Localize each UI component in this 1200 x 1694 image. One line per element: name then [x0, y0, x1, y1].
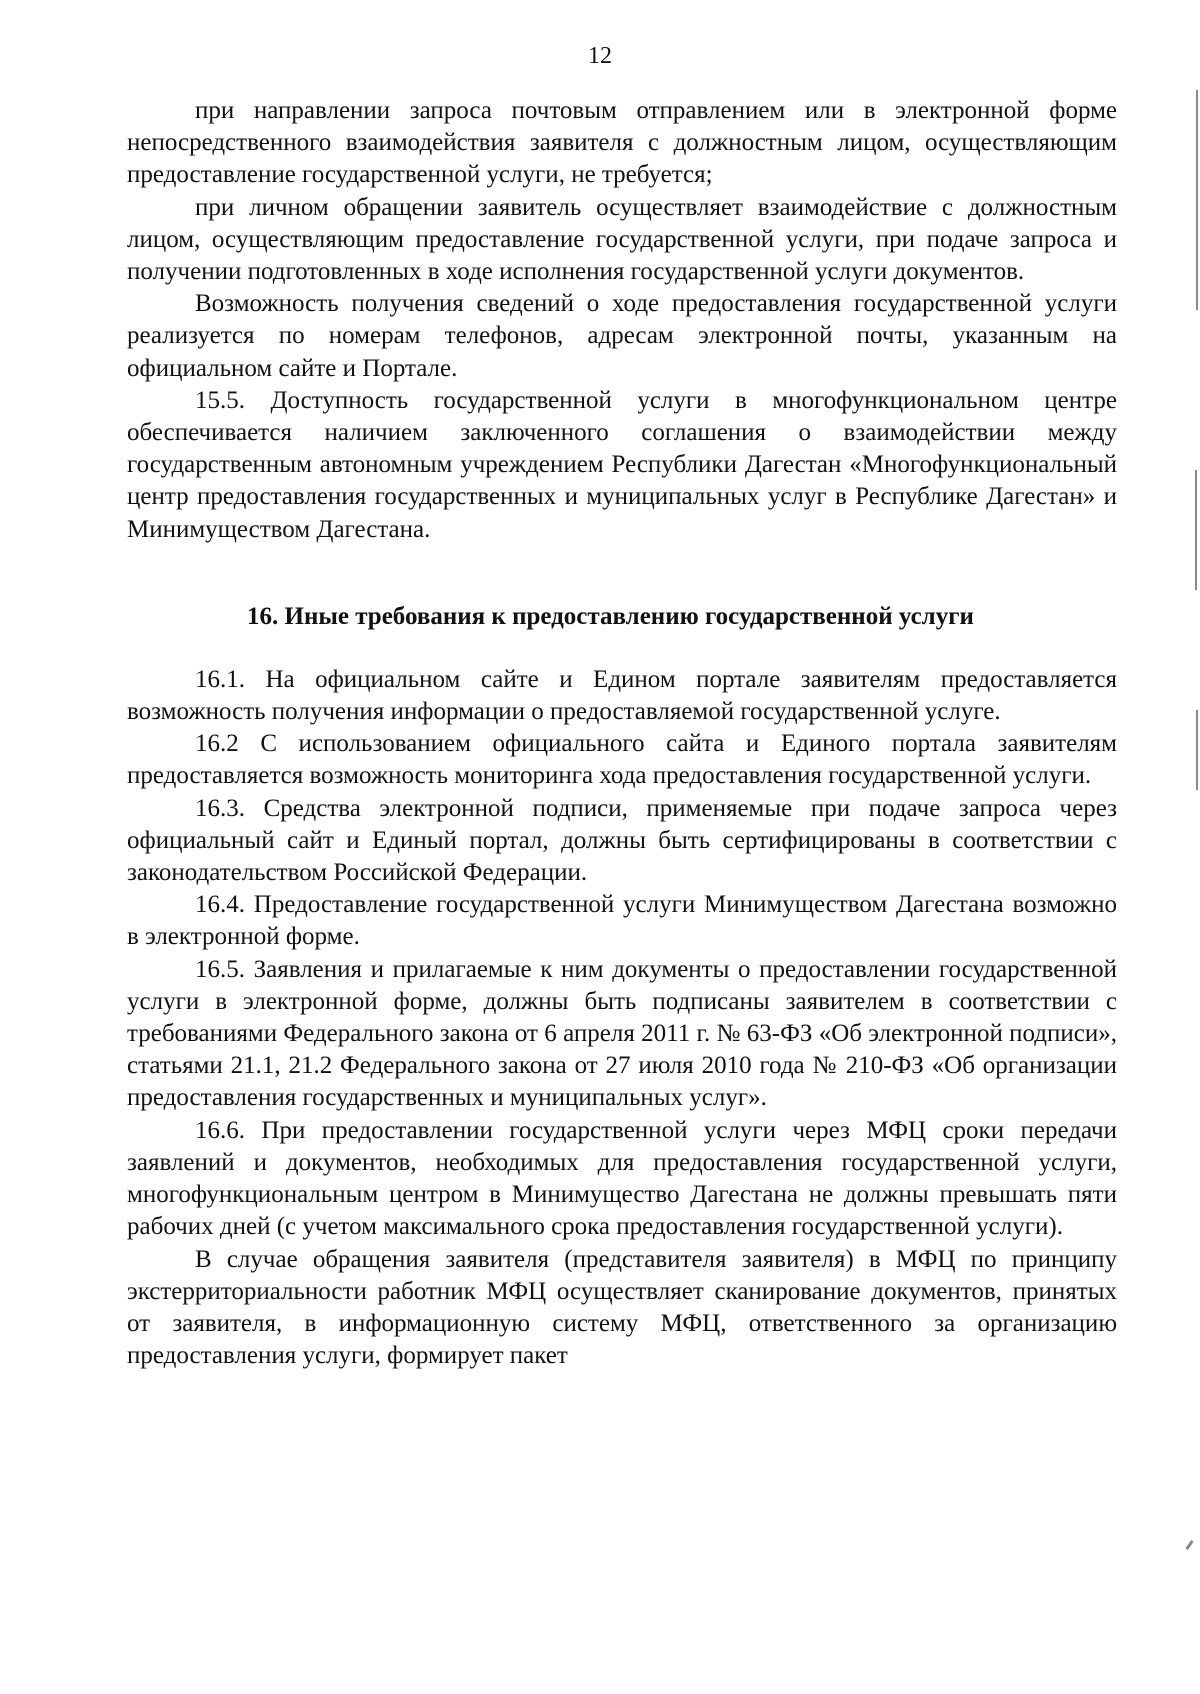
paragraph: при личном обращении заявитель осуществляет взаимодействие с должностным лицом, осуществляющим предоставление государственной услуги, при подаче запроса и получении подготовленных в ходе исполнения государственной услуги документов. [127, 193, 1117, 286]
paragraph-16-4: 16.4. Предоставление государственной услуги Минимуществом Дагестана возможно в электронной форме. [127, 891, 1117, 951]
document-body [127, 95, 1117, 1372]
scan-edge-mark [1195, 470, 1197, 590]
paragraph-16-3: 16.3. Средства электронной подписи, применяемые при подаче запроса через официальный сайт и Единый портал, должны быть сертифицированы в соответствии с законодательством Российской Федерации. [127, 794, 1117, 887]
paragraph: при направлении запроса почтовым отправлением или в электронной форме непосредственного взаимодействия заявителя с должностным лицом, осуществляющим предоставление государственной услуги, не требуется; [127, 97, 1117, 189]
page-number: 12 [588, 43, 612, 69]
scan-edge-mark [1196, 710, 1198, 790]
paragraph-16-6: 16.6. При предоставлении государственной услуги через МФЦ сроки передачи заявлений и документов, необходимых для предоставления государственной услуги, многофункциональным центром в Минимущество Дагестана не должны превышать пяти рабочих дней (с учетом максимального срока предоставления государственной услуги). [127, 1116, 1117, 1241]
section-heading-16: 16. Иные требования к предоставлению государственной услуги [247, 602, 974, 630]
scan-edge-mark [1196, 90, 1198, 310]
paragraph: В случае обращения заявителя (представителя заявителя) в МФЦ по принципу экстерриториальности работник МФЦ осуществляет сканирование документов, принятых от заявителя, в информационную систему МФЦ, ответственного за организацию предоставления услуги, формирует пакет [127, 1245, 1117, 1370]
scan-edge-mark [1185, 1540, 1193, 1550]
paragraph-16-1: 16.1. На официальном сайте и Едином портале заявителям предоставляется возможность получения информации о предоставляемой государственной услуге. [127, 665, 1117, 726]
paragraph-16-5: 16.5. Заявления и прилагаемые к ним документы о предоставлении государственной услуги в электронной форме, должны быть подписаны заявителем в соответствии с требованиями Федерального закона от 6 апреля 2011 г. № 63-ФЗ «Об электронной подписи», статьями 21.1, 21.2 Федерального закона от 27 июля 2010 года № 210-ФЗ «Об организации предоставления государственных и муниципальных услуг». [127, 955, 1117, 1112]
paragraph: Возможность получения сведений о ходе предоставления государственной услуги реализуется по номерам телефонов, адресам электронной почты, указанным на официальном сайте и Портале. [127, 290, 1117, 382]
paragraph-15-5: 15.5. Доступность государственной услуги в многофункциональном центре обеспечивается наличием заключенного соглашения о взаимодействии между государственным автономным учреждением Республики Дагестан «Многофункциональный центр предоставления государственных и муниципальных услуг в Республике Дагестан» и Минимуществом Дагестана. [127, 386, 1117, 543]
paragraph-16-2: 16.2 С использованием официального сайта и Единого портала заявителям предоставляется возможность мониторинга хода предоставления государственной услуги. [127, 730, 1117, 790]
